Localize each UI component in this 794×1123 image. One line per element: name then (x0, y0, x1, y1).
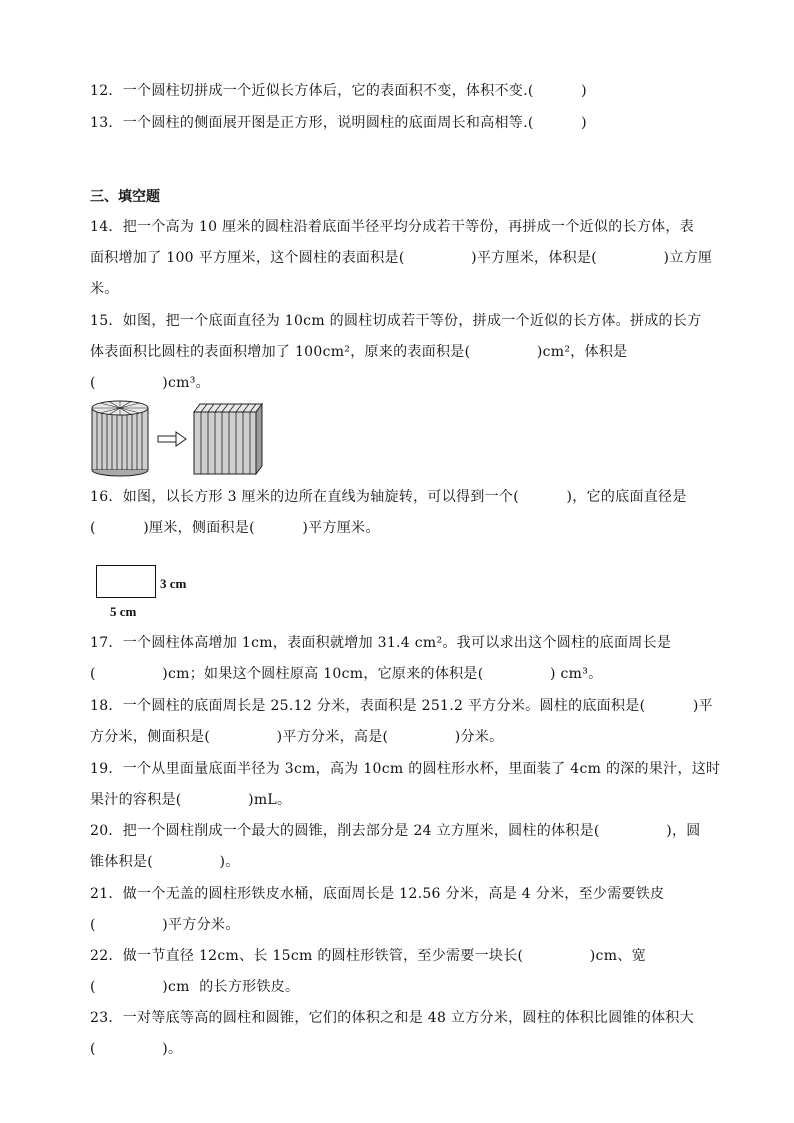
question-19-line-1: 19．一个从里面量底面半径为 3cm，高为 10cm 的圆柱形水杯，里面装了 4cm 的深的果汁，这时 (90, 761, 721, 777)
question-14-line-3: 米。 (90, 281, 119, 297)
question-20-line-2: 锥体积是( )。 (90, 854, 240, 870)
cylinder-icon (92, 401, 148, 476)
question-23-line-1: 23．一对等底等高的圆柱和圆锥，它们的体积之和是 48 立方分米，圆柱的体积比圆锥的体积大 (90, 1010, 695, 1026)
rectangle-width-label: 5 cm (110, 604, 137, 619)
question-17-line-2: ( )cm；如果这个圆柱原高 10cm，它原来的体积是( ) cm³。 (90, 666, 603, 682)
question-21-line-1: 21．做一个无盖的圆柱形铁皮水桶，底面周长是 12.56 分米，高是 4 分米，至少需要铁皮 (90, 886, 665, 902)
question-22-line-2: ( )cm 的长方形铁皮。 (90, 979, 300, 995)
rectangle-figure (90, 560, 210, 622)
question-22-line-1: 22．做一节直径 12cm、长 15cm 的圆柱形铁管，至少需要一块长( )cm、宽 (90, 948, 646, 964)
question-16-line-1: 16．如图，以长方形 3 厘米的边所在直线为轴旋转，可以得到一个( )，它的底面直径是 (90, 489, 687, 505)
cylinder-to-prism-figure (90, 398, 270, 480)
prism-icon (194, 404, 262, 474)
question-18-line-1: 18．一个圆柱的底面周长是 25.12 分米，表面积是 251.2 平方分米。圆柱的底面积是( )平 (90, 698, 713, 714)
question-18-line-2: 方分米，侧面积是( )平方分米，高是( )分米。 (90, 729, 504, 745)
question-15-line-3: ( )cm³。 (90, 375, 210, 391)
question-19-line-2: 果汁的容积是( )mL。 (90, 792, 292, 808)
question-17-line-1: 17．一个圆柱体高增加 1cm，表面积就增加 31.4 cm²。我可以求出这个圆柱的底面周长是 (90, 635, 672, 651)
rectangle-shape (96, 565, 156, 598)
rectangle-height-label: 3 cm (160, 576, 187, 591)
right-arrow-icon (158, 432, 186, 446)
question-15-line-2: 体表面积比圆柱的表面积增加了 100cm²，原来的表面积是( )cm²，体积是 (90, 344, 628, 360)
question-14-line-2: 面积增加了 100 平方厘米，这个圆柱的表面积是( )平方厘米，体积是( )立方厘 (90, 250, 713, 266)
question-13: 13．一个圆柱的侧面展开图是正方形，说明圆柱的底面周长和高相等.( ) (90, 115, 587, 131)
question-16-line-2: ( )厘米，侧面积是( )平方厘米。 (90, 520, 380, 536)
question-21-line-2: ( )平方分米。 (90, 917, 240, 933)
question-12: 12．一个圆柱切拼成一个近似长方体后，它的表面积不变，体积不变.( ) (90, 83, 587, 99)
question-15-line-1: 15．如图，把一个底面直径为 10cm 的圆柱切成若干等份，拼成一个近似的长方体。拼成的长方 (90, 313, 702, 329)
section-heading: 三、填空题 (90, 189, 160, 205)
question-20-line-1: 20．把一个圆柱削成一个最大的圆锥，削去部分是 24 立方厘米，圆柱的体积是( )，圆 (90, 823, 701, 839)
question-14-line-1: 14．把一个高为 10 厘米的圆柱沿着底面半径平均分成若干等份，再拼成一个近似的长方体，表 (90, 219, 695, 235)
question-23-line-2: ( )。 (90, 1041, 183, 1057)
